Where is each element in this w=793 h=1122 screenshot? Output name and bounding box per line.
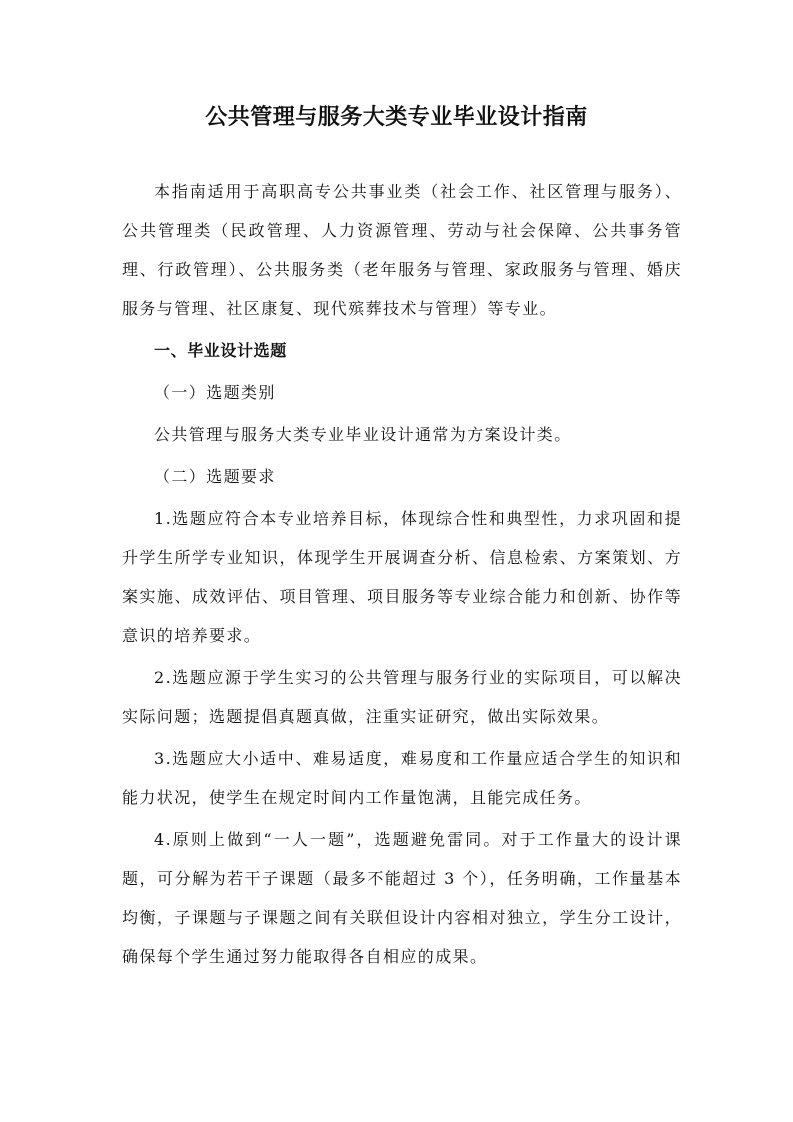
requirement-item-2: 2.选题应源于学生实习的公共管理与服务行业的实际项目，可以解决实际问题；选题提倡真题真做，注重实证研究，做出实际效果。 xyxy=(122,668,682,726)
topic-category-paragraph: 公共管理与服务大类专业毕业设计通常为方案设计类。 xyxy=(154,425,572,444)
document-body xyxy=(122,172,682,976)
document-title: 公共管理与服务大类专业毕业设计指南 xyxy=(205,105,588,130)
subsection-heading-topic-requirements: （二）选题要求 xyxy=(154,467,276,486)
intro-paragraph: 本指南适用于高职高专公共事业类（社会工作、社区管理与服务）、公共管理类（民政管理、人力资源管理、劳动与社会保障、公共事务管理、行政管理）、公共服务类（老年服务与管理、家政服务与管理、婚庆服务与管理、社区康复、现代殡葬技术与管理）等专业。 xyxy=(122,182,682,318)
section-heading-topic-selection: 一、毕业设计选题 xyxy=(154,341,287,360)
requirement-item-4: 4.原则上做到“一人一题”，选题避免雷同。对于工作量大的设计课题，可分解为若干子课题（最多不能超过 3 个），任务明确，工作量基本均衡，子课题与子课题之间有关联但设计内容相对独立，学生分工设计，确保每个学生通过努力能取得各自相应的成果。 xyxy=(122,830,682,966)
subsection-heading-topic-category: （一）选题类别 xyxy=(154,383,276,402)
requirement-item-1: 1.选题应符合本专业培养目标，体现综合性和典型性，力求巩固和提升学生所学专业知识，体现学生开展调查分析、信息检索、方案策划、方案实施、成效评估、项目管理、项目服务等专业综合能力和创新、协作等意识的培养要求。 xyxy=(122,509,682,645)
requirement-item-3: 3.选题应大小适中、难易适度，难易度和工作量应适合学生的知识和能力状况，使学生在规定时间内工作量饱满，且能完成任务。 xyxy=(122,749,682,807)
